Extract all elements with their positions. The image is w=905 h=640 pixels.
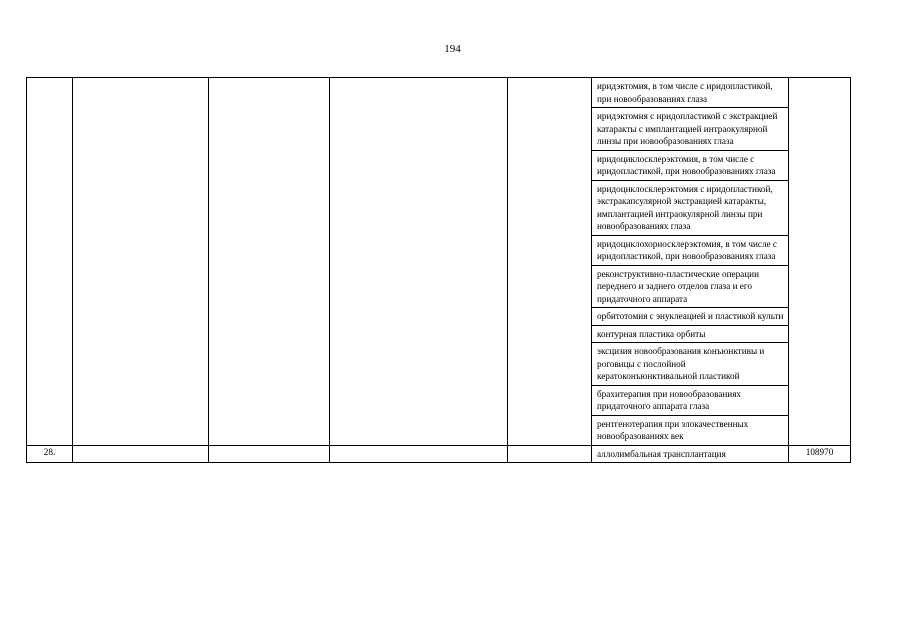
cell-profile	[73, 445, 209, 463]
table-row-28	[27, 445, 851, 463]
cell-profile	[73, 78, 209, 446]
cell-icd-code	[209, 78, 330, 446]
cell-method: иридоциклосклерэктомия, в том числе с иридопластикой, при новообразованиях глаза	[592, 150, 789, 180]
cell-method: эксцизия новообразования конъюнктивы и роговицы с послойной кератоконъюнктивальной пластикой	[592, 343, 789, 386]
cell-treatment-type	[508, 78, 592, 446]
cell-treatment-type	[508, 445, 592, 463]
cell-method: реконструктивно-пластические операции переднего и заднего отделов глаза и его придаточного аппарата	[592, 265, 789, 308]
cell-price: 108970	[789, 445, 851, 463]
cell-diagnosis	[330, 445, 508, 463]
page-number: 194	[444, 43, 461, 55]
cell-method: рентгенотерапия при злокачественных новообразованиях век	[592, 415, 789, 445]
cell-method: брахитерапия при новообразованиях придаточного аппарата глаза	[592, 385, 789, 415]
cell-number: 28.	[27, 445, 73, 463]
cell-icd-code	[209, 445, 330, 463]
cell-method: иридоциклохориосклерэктомия, в том числе с иридопластикой, при новообразованиях глаза	[592, 235, 789, 265]
cell-diagnosis	[330, 78, 508, 446]
cell-method: иридэктомия с иридопластикой с экстракцией катаракты с имплантацией интраокулярной линзы при новообразованиях глаза	[592, 108, 789, 151]
cell-method: иридоциклосклерэктомия с иридопластикой, экстракапсулярной экстракцией катаракты, имплантацией интраокулярной линзы при новообразованиях глаза	[592, 180, 789, 235]
cell-method: орбитотомия с энуклеацией и пластикой культи	[592, 308, 789, 326]
table-row	[27, 78, 851, 108]
cell-method: аллолимбальная трансплантация	[592, 445, 789, 463]
cell-method: иридэктомия, в том числе с иридопластикой, при новообразованиях глаза	[592, 78, 789, 108]
cell-number	[27, 78, 73, 446]
cell-method: контурная пластика орбиты	[592, 325, 789, 343]
services-table	[26, 77, 851, 463]
cell-price	[789, 78, 851, 446]
